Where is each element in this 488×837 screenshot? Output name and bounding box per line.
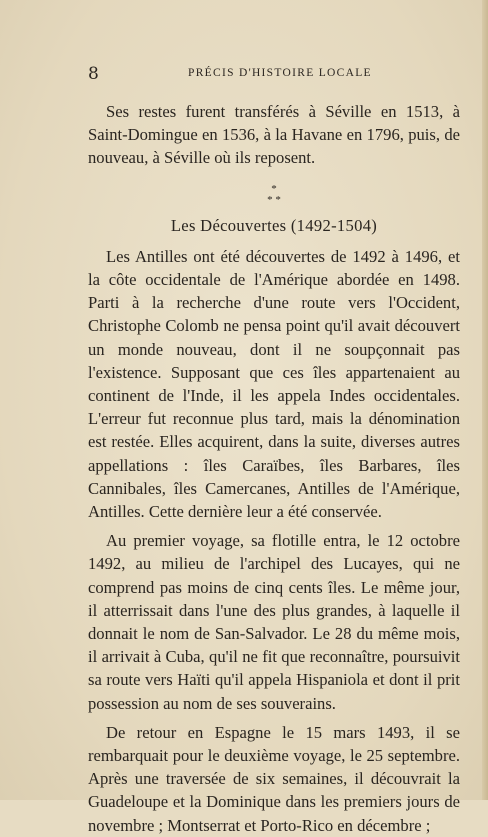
separator-bottom-stars: * * — [267, 193, 281, 206]
section-separator — [88, 184, 460, 206]
page-body — [88, 100, 460, 837]
page-header — [88, 64, 436, 84]
paragraph-second-voyage: De retour en Espagne le 15 mars 1493, il se rembarquait pour le deuxième voyage, le 25 septembre. Après une traversée de six semaines, il découvrait la Guadeloupe et la Dominique dans les premiers jours de novembre ; Montserrat et Porto-Rico en décembre ; — [88, 722, 460, 835]
paragraph-first-voyage: Au premier voyage, sa flotille entra, le 12 octobre 1492, au milieu de l'archipel des Lucayes, qui ne comprend pas moins de cinq cents îles. Le même jour, il atterrissait dans l'une des plus grandes, à laquelle il donnait le nom de San-Salvador. Le 28 du même mois, il arrivait à Cuba, qu'il ne fit que reconnaître, poursuivit sa route vers Haïti qu'il appela Hispaniola et dont il prit possession au nom de ses souverains. — [88, 531, 460, 713]
page-edge — [482, 0, 488, 800]
section-heading: Les Découvertes (1492-1504) — [170, 215, 378, 235]
running-title: PRÉCIS D'HISTOIRE LOCALE — [188, 67, 372, 79]
page-number: 8 — [88, 64, 99, 84]
paragraph-antilles: Les Antilles ont été découvertes de 1492 à 1496, et la côte occidentale de l'Amérique abordée en 1498. Parti à la recherche d'une route vers l'Occident, Christophe Colomb ne pensa point qu'il avait découvert un monde nouveau, dont il ne soupçonnait pas l'existence. Supposant que ces îles appartenaient au continent de l'Inde, il les appela Indes occidentales. L'erreur fut reconnue plus tard, mais la dénomination est restée. Elles acquirent, dans la suite, diverses autres appellations : îles Caraïbes, îles Barbares, îles Cannibales, îles Camercanes, Antilles de l'Amérique, Antilles. Cette dernière leur a été conservée. — [88, 246, 460, 522]
separator-top-star: * — [271, 182, 277, 195]
paragraph-remains: Ses restes furent transférés à Séville en 1513, à Saint-Domingue en 1536, à la Havane en 1796, puis, de nouveau, à Séville où ils reposent. — [88, 102, 460, 168]
